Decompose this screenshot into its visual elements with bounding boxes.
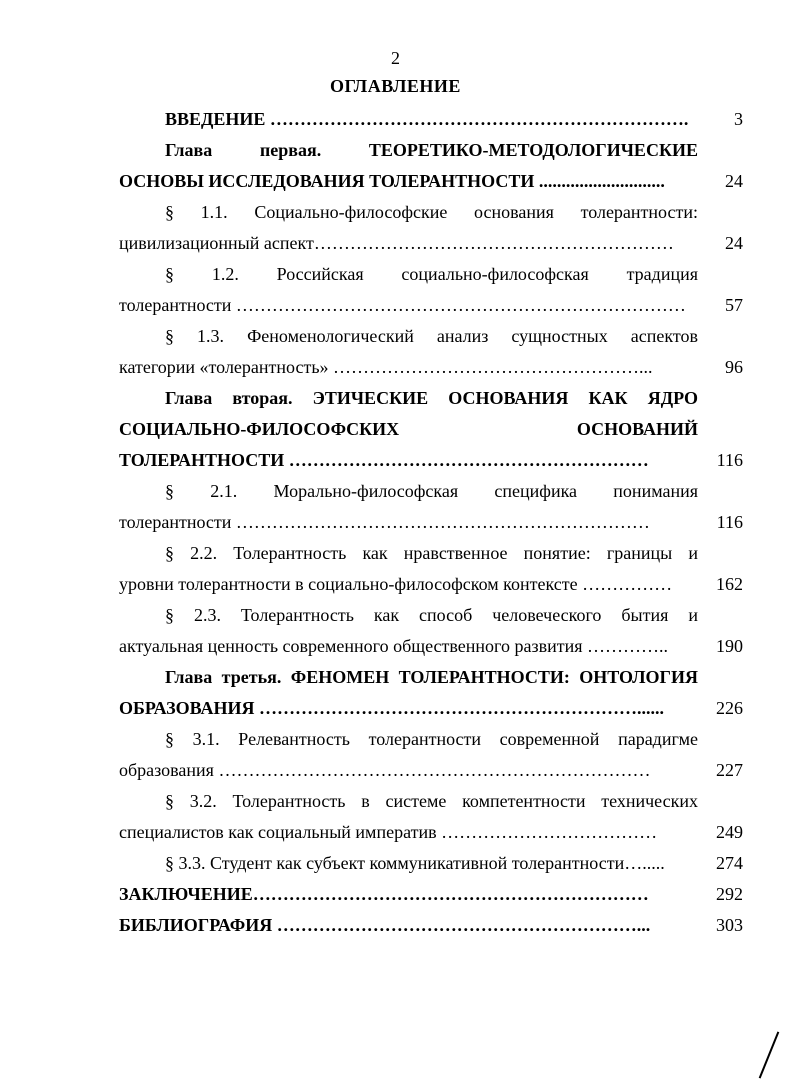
pen-stroke-mark (759, 1031, 780, 1078)
toc-section-1-1-cont: цивилизационный аспект…………………………………………………… (119, 233, 674, 253)
toc-section-2-3: § 2.3. Толерантность как способ человеческого бытия и (165, 605, 698, 625)
toc-page-number: 116 (716, 450, 743, 470)
toc-page-number: 274 (716, 853, 743, 873)
toc-chapter-2-heading-cont: СОЦИАЛЬНО-ФИЛОСОФСКИХ ОСНОВАНИЙ (119, 419, 698, 439)
toc-page-number: 227 (716, 760, 743, 780)
toc-section-3-2: § 3.2. Толерантность в системе компетентности технических (165, 791, 698, 811)
toc-section-2-2: § 2.2. Толерантность как нравственное понятие: границы и (165, 543, 698, 563)
toc-section-2-1: § 2.1. Морально-философская специфика понимания (165, 481, 698, 501)
toc-section-1-2: § 1.2. Российская социально-философская традиция (165, 264, 698, 284)
toc-page-number: 24 (725, 171, 743, 191)
toc-page-number: 249 (716, 822, 743, 842)
toc-section-2-3-cont: актуальная ценность современного общественного развития ………….. (119, 636, 668, 656)
toc-page-number: 3 (734, 109, 743, 129)
toc-section-1-2-cont: толерантности ………………………………………………………………… (119, 295, 686, 315)
toc-page-number: 190 (716, 636, 743, 656)
toc-page-number: 162 (716, 574, 743, 594)
toc-section-1-3: § 1.3. Феноменологический анализ сущностных аспектов (165, 326, 698, 346)
toc-section-3-3: § 3.3. Студент как субъект коммуникативной толерантности…..... (165, 853, 665, 873)
toc-section-3-1: § 3.1. Релевантность толерантности современной парадигме (165, 729, 698, 749)
toc-section-2-2-cont: уровни толерантности в социально-философском контексте …………… (119, 574, 673, 594)
toc-page-number: 24 (725, 233, 743, 253)
toc-chapter-1-heading-cont: ОСНОВЫ ИССЛЕДОВАНИЯ ТОЛЕРАНТНОСТИ ............................ (119, 171, 665, 191)
toc-page-number: 96 (725, 357, 743, 377)
toc-section-1-1: § 1.1. Социально-философские основания толерантности: (165, 202, 698, 222)
toc-section-2-1-cont: толерантности …………………………………………………………… (119, 512, 650, 532)
toc-chapter-2-heading: Глава вторая. ЭТИЧЕСКИЕ ОСНОВАНИЯ КАК ЯДРО (165, 388, 698, 408)
toc-page-number: 292 (716, 884, 743, 904)
toc-page-number: 116 (716, 512, 743, 532)
toc-section-1-3-cont: категории «толерантность» ……………………………………………... (119, 357, 653, 377)
page-number: 2 (391, 48, 400, 68)
toc-chapter-3-heading: Глава третья. ФЕНОМЕН ТОЛЕРАНТНОСТИ: ОНТОЛОГИЯ (165, 667, 698, 687)
toc-entry-conclusion: ЗАКЛЮЧЕНИЕ………………………………………………………… (119, 884, 649, 904)
toc-section-3-1-cont: образования ……………………………………………………………… (119, 760, 651, 780)
toc-chapter-2-heading-end: ТОЛЕРАНТНОСТИ …………………………………………………… (119, 450, 649, 470)
toc-section-3-2-cont: специалистов как социальный императив ……………………………… (119, 822, 658, 842)
toc-entry-introduction: ВВЕДЕНИЕ ……………………………………………………………. (165, 109, 689, 129)
toc-chapter-1-heading: Глава первая. ТЕОРЕТИКО-МЕТОДОЛОГИЧЕСКИЕ (165, 140, 698, 160)
toc-page-number: 57 (725, 295, 743, 315)
toc-entry-bibliography: БИБЛИОГРАФИЯ ……………………………………………………... (119, 915, 651, 935)
toc-title: ОГЛАВЛЕНИЕ (330, 76, 461, 96)
toc-chapter-3-heading-cont: ОБРАЗОВАНИЯ ………………………………………………………...... (119, 698, 665, 718)
toc-page-number: 303 (716, 915, 743, 935)
toc-page-number: 226 (716, 698, 743, 718)
